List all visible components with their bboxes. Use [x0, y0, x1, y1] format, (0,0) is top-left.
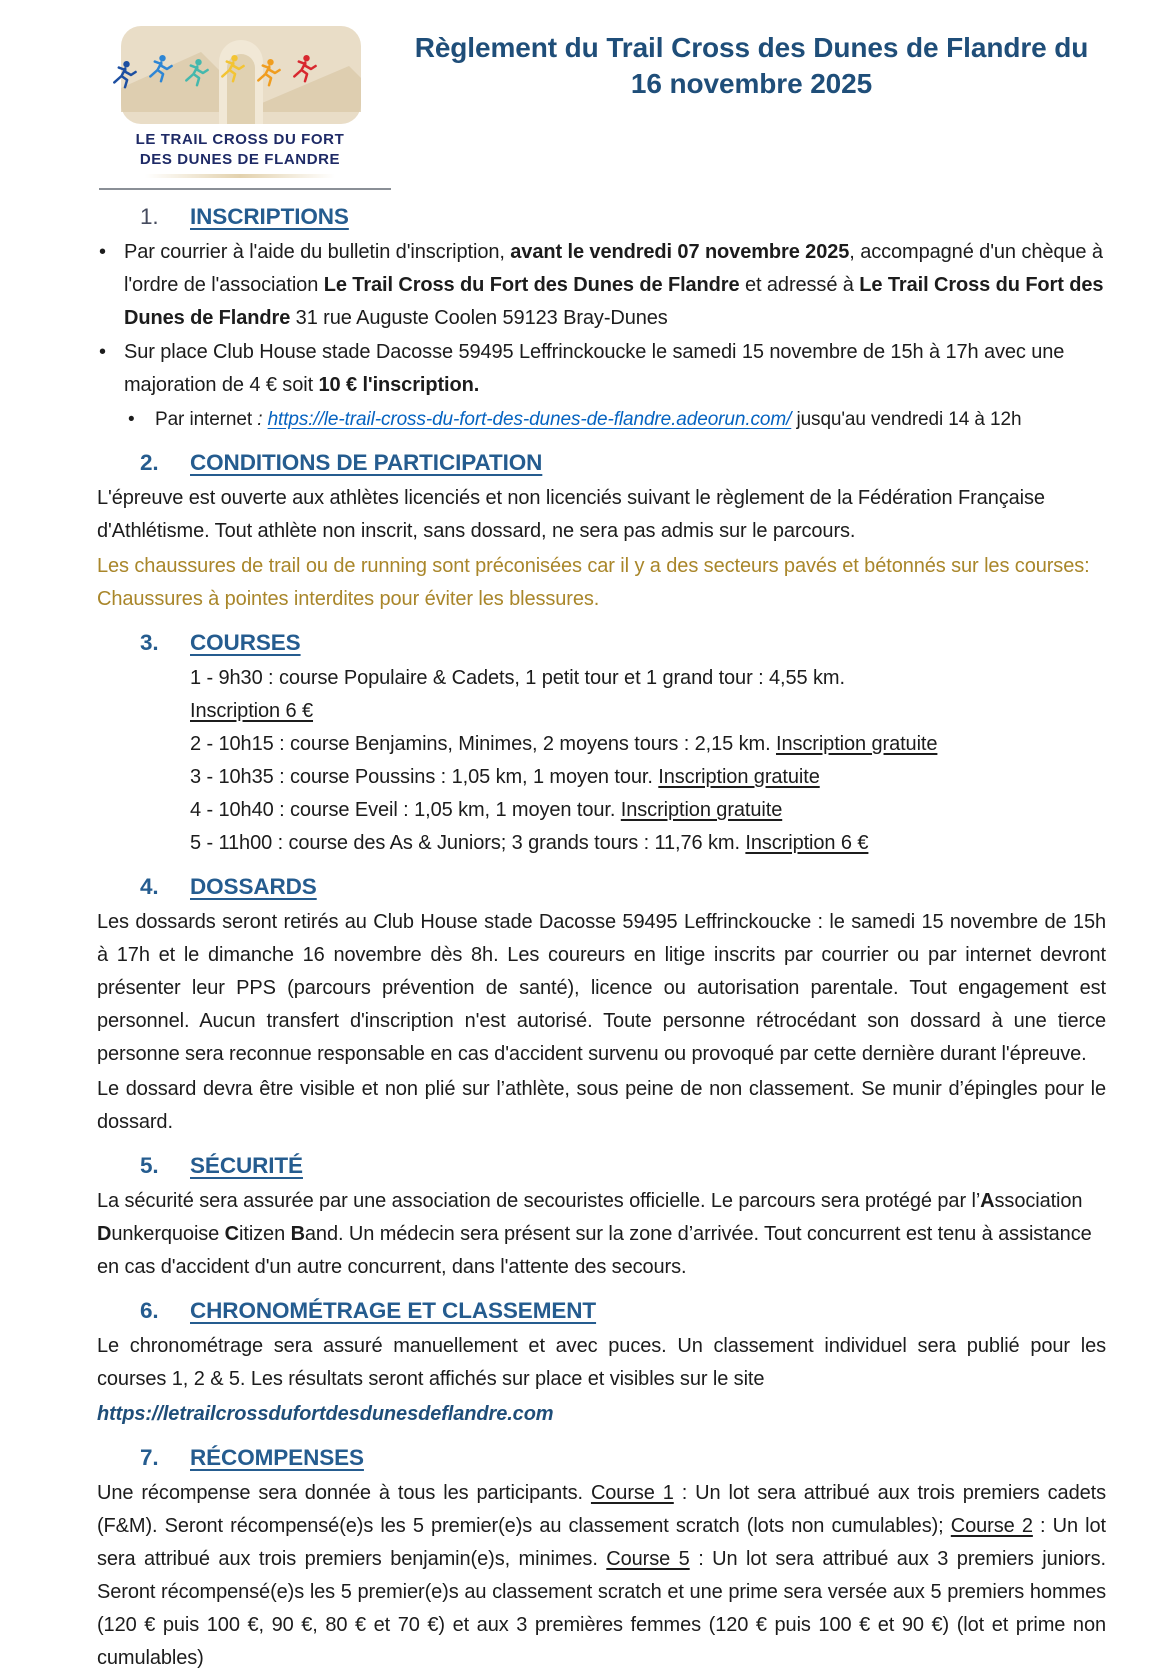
- section-heading-dossards: [97, 872, 1106, 901]
- section-heading-recompenses: [97, 1443, 1106, 1472]
- text-segment: D: [97, 1223, 112, 1245]
- securite-paragraph: [97, 1185, 1106, 1284]
- heading-label: CONDITIONS DE PARTICIPATION: [190, 450, 543, 475]
- heading-label: INSCRIPTIONS: [190, 204, 349, 229]
- logo-caption-line2: DES DUNES DE FLANDRE: [139, 151, 341, 168]
- page-title-line2: 16 novembre 2025: [630, 68, 873, 99]
- recompenses-paragraph: [97, 1477, 1106, 1675]
- section-heading-securite: [97, 1151, 1106, 1180]
- text-segment: Le Trail Cross du Fort des Dunes de Flandre: [124, 274, 1104, 329]
- text-segment: 4 - 10h40 : course Eveil : 1,05 km, 1 moyen tour.: [190, 799, 621, 821]
- logo-caption: [105, 130, 375, 170]
- page-title-line1: Règlement du Trail Cross des Dunes de Flandre du: [414, 32, 1089, 63]
- course-item-1: [190, 662, 1106, 695]
- text-segment: Par courrier à l'aide du bulletin d'inscription,: [124, 241, 511, 263]
- section-heading-inscriptions: [97, 202, 1106, 231]
- text-segment: 5 - 11h00 : course des As & Juniors; 3 grands tours : 11,76 km.: [190, 832, 746, 854]
- text-segment: Inscription gratuite: [658, 766, 820, 788]
- inscription-sub-bullet-list: [122, 403, 1106, 436]
- event-logo: [97, 14, 397, 178]
- text-segment: B: [290, 1223, 305, 1245]
- text-segment: Course 5: [606, 1548, 690, 1570]
- text-segment: Une récompense sera donnée à tous les participants.: [97, 1482, 591, 1504]
- text-segment: and. Un médecin sera présent sur la zone d’arrivée. Tout concurrent est tenu à assistance en cas d'accident d'un autre concurrent, dans l'attente des secours.: [97, 1223, 1092, 1278]
- text-segment: Par internet: [155, 409, 258, 430]
- dossards-paragraph-2: Le dossard devra être visible et non plié sur l’athlète, sous peine de non classement. Se munir d’épingles pour le dossard.: [97, 1078, 1106, 1133]
- heading-label: CHRONOMÉTRAGE ET CLASSEMENT: [190, 1298, 597, 1323]
- document-header: [97, 14, 1106, 178]
- text-segment: : Un lot sera attribué aux trois premiers benjamin(e)s, minimes.: [97, 1515, 1106, 1570]
- heading-label: DOSSARDS: [190, 874, 317, 899]
- section-heading-chronometrage: [97, 1296, 1106, 1325]
- heading-number: 1.: [140, 204, 159, 229]
- text-segment: Inscription gratuite: [620, 799, 783, 821]
- separator-line: [99, 188, 391, 190]
- text-segment: Sur place Club House stade Dacosse 59495 Leffrinckoucke le samedi 15 novembre de 15h à 17h avec une majoration de 4 € soit: [124, 341, 1065, 396]
- text-segment: Le Trail Cross du Fort des Dunes de Flandre: [323, 274, 740, 296]
- section-heading-courses: [97, 628, 1106, 657]
- logo-gradient-bar: [145, 174, 335, 178]
- text-segment: ssociation: [994, 1190, 1083, 1212]
- bullet-item-sur-place: [97, 336, 1106, 402]
- course-item-4: [190, 794, 1106, 827]
- text-segment: et adressé à: [739, 274, 860, 296]
- text-segment: avant le vendredi 07 novembre 2025: [510, 241, 850, 263]
- title-column: [397, 14, 1106, 102]
- page-title: [397, 30, 1106, 102]
- text-segment: , accompagné d'un chèque à l'ordre de l'association: [124, 241, 1103, 296]
- text-segment: unkerquoise: [111, 1223, 225, 1245]
- heading-number: 2.: [140, 450, 159, 475]
- text-segment: 3 - 10h35 : course Poussins : 1,05 km, 1 moyen tour.: [190, 766, 659, 788]
- heading-label: COURSES: [190, 630, 301, 655]
- text-segment: Course 2: [950, 1515, 1033, 1537]
- heading-number: 4.: [140, 874, 159, 899]
- chronometrage-paragraph: Le chronométrage sera assuré manuellement et avec puces. Un classement individuel sera publié pour les courses 1, 2 & 5. Les résultats seront affichés sur place et visibles sur le site: [97, 1335, 1106, 1390]
- dossards-paragraph-1: Les dossards seront retirés au Club House stade Dacosse 59495 Leffrinckoucke : le samedi 15 novembre de 15h à 17h et le dimanche 16 novembre dès 8h. Les coureurs en litige inscrits par courrier ou par internet devront présenter leur PPS (parcours prévention de santé), licence ou autorisation parentale. Tout engagement est personnel. Aucun transfert d'inscription n'est autorisé. Toute personne rétrocédant son dossard à une tierce personne sera reconnue responsable en cas d'accident survenu ou provoqué par cette dernière durant l'épreuve.: [97, 911, 1106, 1065]
- heading-label: SÉCURITÉ: [190, 1153, 303, 1178]
- conditions-paragraph: L'épreuve est ouverte aux athlètes licenciés et non licenciés suivant le règlement de la Fédération Française d'Athlétisme. Tout athlète non inscrit, sans dossard, ne sera pas admis sur le parcours.: [97, 487, 1045, 542]
- text-segment: A: [980, 1190, 995, 1212]
- text-segment: Inscription gratuite: [775, 733, 938, 755]
- text-segment: : Un lot sera attribué aux trois premiers cadets (F&M). Seront récompensé(e)s les 5 premier(e)s au classement scratch (lots non cumulables);: [97, 1482, 1106, 1537]
- heading-number: 6.: [140, 1298, 159, 1323]
- section-heading-conditions: [97, 448, 1106, 477]
- runners-logo-graphic: [105, 18, 375, 130]
- text-segment: itizen: [239, 1223, 291, 1245]
- bullet-item-internet: [122, 403, 1106, 436]
- course-item-2: [190, 728, 1106, 761]
- heading-number: 7.: [140, 1445, 159, 1470]
- course-item-3: [190, 761, 1106, 794]
- text-segment: Inscription 6 €: [745, 832, 869, 854]
- hyperlink[interactable]: https://letrailcrossdufortdesdunesdeflandre.com: [97, 1403, 554, 1425]
- text-segment: 31 rue Auguste Coolen 59123 Bray-Dunes: [290, 307, 668, 329]
- text-segment: 10 € l'inscription.: [318, 374, 480, 396]
- course-item-5: [190, 827, 1106, 860]
- course-item-1-fee: [190, 695, 1106, 728]
- text-segment: La sécurité sera assurée par une association de secouristes officielle. Le parcours sera protégé par l’: [97, 1190, 981, 1212]
- bullet-item-courrier: [97, 236, 1106, 335]
- inscription-bullet-list: [97, 236, 1106, 402]
- shoes-note: Les chaussures de trail ou de running sont préconisées car il y a des secteurs pavés et bétonnés sur les courses: Chaussures à pointes interdites pour éviter les blessures.: [97, 555, 1090, 610]
- heading-number: 3.: [140, 630, 159, 655]
- text-segment: C: [224, 1223, 240, 1245]
- text-segment: 1 - 9h30 : course Populaire & Cadets, 1 petit tour et 1 grand tour : 4,55 km.: [190, 667, 845, 689]
- course-list: [97, 662, 1106, 860]
- logo-caption-line1: LE TRAIL CROSS DU FORT: [135, 131, 345, 148]
- hyperlink[interactable]: https://le-trail-cross-du-fort-des-dunes-de-flandre.adeorun.com/: [267, 409, 792, 430]
- text-segment: Inscription 6 €: [190, 700, 314, 722]
- heading-number: 5.: [140, 1153, 159, 1178]
- text-segment: jusqu'au vendredi 14 à 12h: [791, 409, 1022, 430]
- text-segment: : Un lot sera attribué aux 3 premiers juniors. Seront récompensé(e)s les 5 premier(e)s au classement scratch et une prime sera versée aux 5 premiers hommes (120 € puis 100 €, 90 €, 80 € et 70 €) et aux 3 premières femmes (120 € puis 100 € et 90 €) (lot et prime non cumulables): [97, 1548, 1106, 1669]
- text-segment: Course 1: [590, 1482, 674, 1504]
- heading-label: RÉCOMPENSES: [190, 1445, 364, 1470]
- text-segment: :: [257, 409, 268, 430]
- text-segment: 2 - 10h15 : course Benjamins, Minimes, 2 moyens tours : 2,15 km.: [190, 733, 776, 755]
- results-site-line: [97, 1398, 1106, 1431]
